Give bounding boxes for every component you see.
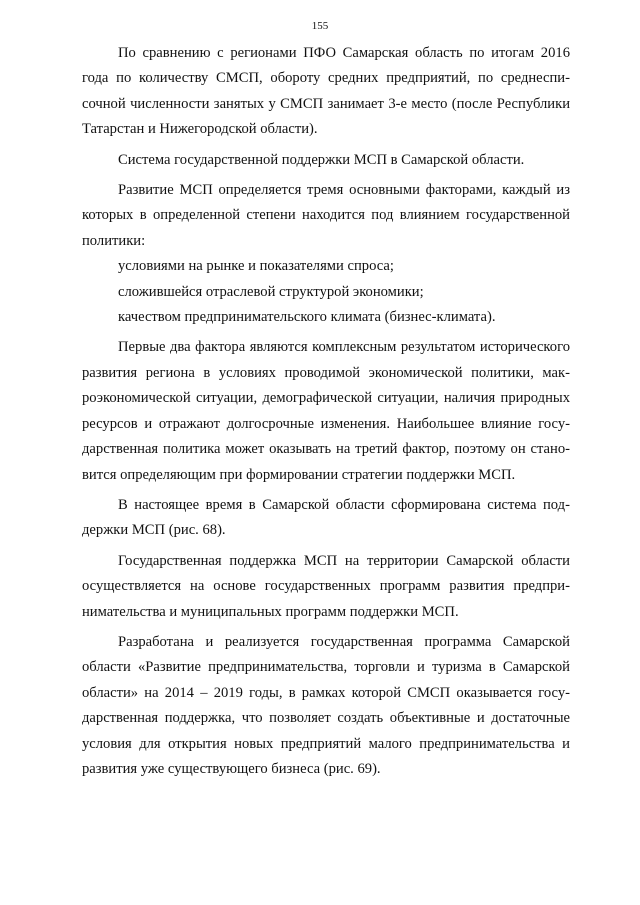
paragraph-3: Развитие МСП определяется тремя основными факторами, каждый из которых в определенной степени находится под влиянием государственной политики:: [82, 182, 570, 249]
page-number: 155: [311, 20, 329, 32]
paragraph-2: Система государственной поддержки МСП в Самарской области.: [118, 151, 525, 168]
list-item-2: сложившейся отраслевой структурой экономики;: [118, 283, 424, 300]
paragraph-6: Государственная поддержка МСП на территории Самарской области осуществляется на основе государственных программ развития предпринимательства и муниципальных программ поддержки МСП.: [82, 552, 570, 620]
paragraph-1: По сравнению с регионами ПФО Самарская область по итогам 2016 года по количеству СМСП, обороту средних предприятий, по среднесписочной численности занятых у СМСП занимает 3-е место (после Республики Татарстан и Нижегородской области).: [82, 45, 570, 138]
document-body: [82, 41, 570, 782]
list-item-1: условиями на рынке и показателями спроса;: [118, 258, 394, 275]
paragraph-5: В настоящее время в Самарской области сформирована система поддержки МСП (рис. 68).: [82, 496, 570, 539]
paragraph-7: Разработана и реализуется государственная программа Самарской области «Развитие предпринимательства, торговли и туризма в Самарской области» на 2014 – 2019 годы, в рамках которой СМСП оказывается государственная поддержка, что позволяет создать объективные и достаточные условия для открытия новых предприятий малого предпринимательства и развития уже существующего бизнеса (рис. 69).: [82, 633, 570, 777]
list-item-3: качеством предпринимательского климата (бизнес-климата).: [118, 309, 496, 326]
paragraph-4: Первые два фактора являются комплексным результатом исторического развития региона в условиях проводимой экономической политики, макроэкономической ситуации, демографической ситуации, наличия природных ресурсов и отражают долгосрочные изменения. Наибольшее влияние государственная политика может оказывать на третий фактор, поэтому он становится определяющим при формировании стратегии поддержки МСП.: [82, 339, 570, 483]
